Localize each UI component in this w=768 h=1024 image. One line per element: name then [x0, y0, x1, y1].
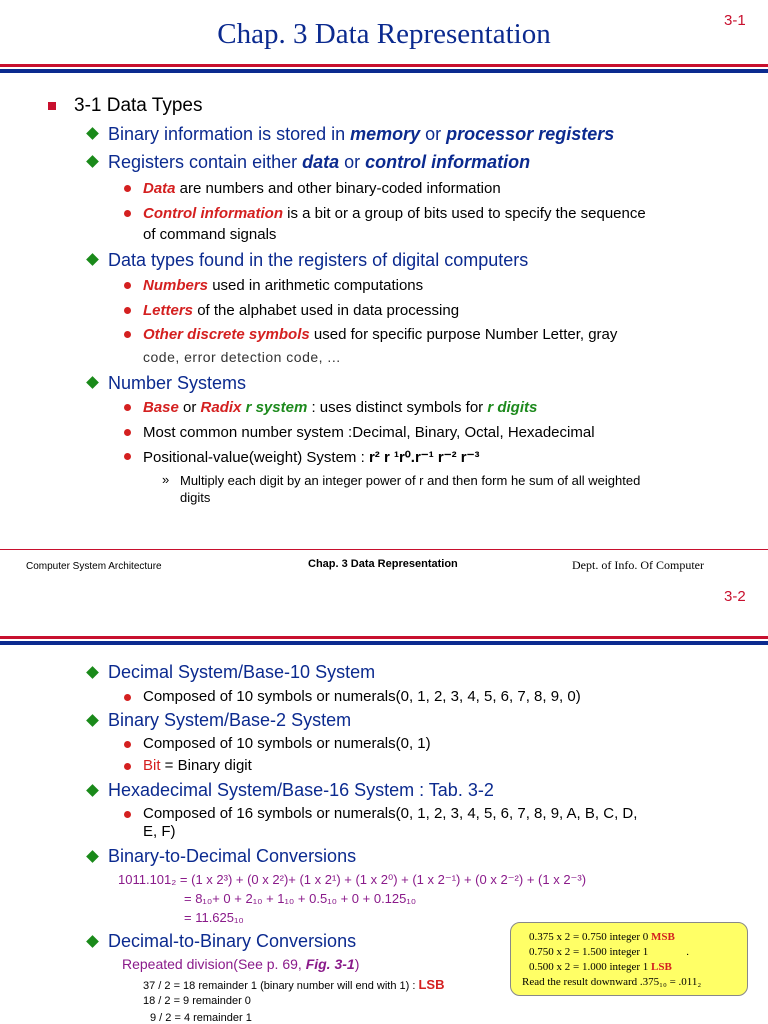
detail-multiply-cont: digits — [180, 490, 211, 505]
bullet-registers: Registers contain either data or control information — [108, 152, 531, 172]
formula-line-3: = 11.625₁₀ — [184, 910, 244, 925]
fraction-conversion-note — [510, 922, 748, 996]
slide-title: Chap. 3 Data Representation — [217, 18, 551, 50]
sub-bullet-data: Data are numbers and other binary-coded information — [143, 180, 501, 197]
sub-bullet-binary-symbols: Composed of 10 symbols or numerals(0, 1) — [143, 735, 431, 752]
sub-bullet-hex-symbols: Composed of 16 symbols or numerals(0, 1, 2, 3, 4, 5, 6, 7, 8, 9, A, B, C, D, — [143, 805, 638, 822]
title-divider-navy — [0, 641, 768, 645]
dot-bullet-icon — [124, 307, 131, 314]
bullet-decimal-system: Decimal System/Base-10 System — [108, 662, 376, 682]
bullet-hex-system: Hexadecimal System/Base-16 System : Tab. 3-2 — [108, 780, 494, 800]
note-row-2: 0.750 x 2 = 1.500 integer 1 . — [529, 946, 689, 958]
sub-bullet-positional: Positional-value(weight) System : r² r ¹r⁰.r⁻¹ r⁻² r⁻³ — [143, 449, 480, 466]
note-row-4: Read the result downward .375₁₀ = .011₂ — [522, 976, 702, 988]
diamond-bullet-icon — [86, 850, 99, 863]
dot-bullet-icon — [124, 763, 131, 770]
title-divider-red — [0, 64, 768, 67]
footer-right: Dept. of Info. Of Computer — [572, 558, 704, 572]
sub-bullet-control-cont: of command signals — [143, 226, 277, 243]
sub-bullet-decimal-symbols: Composed of 10 symbols or numerals(0, 1, 2, 3, 4, 5, 6, 7, 8, 9, 0) — [143, 688, 581, 705]
bullet-binary-to-decimal: Binary-to-Decimal Conversions — [108, 846, 357, 866]
diamond-bullet-icon — [86, 935, 99, 948]
dot-bullet-icon — [124, 429, 131, 436]
diamond-bullet-icon — [86, 714, 99, 727]
dot-bullet-icon — [124, 404, 131, 411]
sub-bullet-symbols: Other discrete symbols used for specific purpose Number Letter, gray — [143, 326, 618, 343]
arrow-bullet-icon: » — [162, 472, 170, 487]
footer-divider — [0, 549, 768, 550]
sub-bullet-control: Control information is a bit or a group of bits used to specify the sequence — [143, 205, 646, 222]
bullet-decimal-to-binary: Decimal-to-Binary Conversions — [108, 931, 357, 951]
dot-bullet-icon — [124, 453, 131, 460]
sub-bullet-symbols-cont: code, error detection code, ... — [143, 349, 341, 365]
division-step-1: 37 / 2 = 18 remainder 1 (binary number will end with 1) : LSB — [143, 977, 445, 992]
division-step-3: 9 / 2 = 4 remainder 1 — [150, 1012, 252, 1024]
square-bullet-icon — [48, 102, 56, 110]
division-step-2: 18 / 2 = 9 remainder 0 — [143, 995, 251, 1007]
diamond-bullet-icon — [86, 666, 99, 679]
diamond-bullet-icon — [86, 253, 99, 266]
formula-line-1: 1011.101₂ = (1 x 2³) + (0 x 2²)+ (1 x 2¹) + (1 x 2⁰) + (1 x 2⁻¹) + (0 x 2⁻²) + (1 x 2⁻³) — [118, 872, 587, 887]
page-number: 3-1 — [724, 12, 746, 29]
title-divider-red — [0, 636, 768, 639]
note-row-3: 0.500 x 2 = 1.000 integer 1 LSB — [529, 961, 672, 973]
dot-bullet-icon — [124, 694, 131, 701]
dot-bullet-icon — [124, 185, 131, 192]
diamond-bullet-icon — [86, 376, 99, 389]
bullet-data-types: Data types found in the registers of digital computers — [108, 250, 529, 270]
title-divider-navy — [0, 69, 768, 73]
diamond-bullet-icon — [86, 784, 99, 797]
sub-bullet-letters: Letters of the alphabet used in data processing — [143, 302, 460, 319]
bullet-number-systems: Number Systems — [108, 373, 247, 393]
section-heading: 3-1 Data Types — [74, 95, 203, 116]
sub-bullet-numbers: Numbers used in arithmetic computations — [143, 277, 424, 294]
page-number: 3-2 — [724, 588, 746, 605]
dot-bullet-icon — [124, 210, 131, 217]
sub-bullet-hex-symbols-cont: E, F) — [143, 823, 176, 840]
note-row-1: 0.375 x 2 = 0.750 integer 0 MSB — [529, 931, 675, 943]
footer-left: Computer System Architecture — [26, 561, 162, 572]
dot-bullet-icon — [124, 741, 131, 748]
bullet-binary-system: Binary System/Base-2 System — [108, 710, 352, 730]
detail-multiply: Multiply each digit by an integer power of r and then form he sum of all weighted — [180, 473, 641, 488]
formula-line-2: = 8₁₀+ 0 + 2₁₀ + 1₁₀ + 0.5₁₀ + 0 + 0.125₁₀ — [184, 891, 417, 906]
bullet-binary-info: Binary information is stored in memory or processor registers — [108, 124, 615, 144]
repeated-division-label: Repeated division(See p. 69, Fig. 3-1) — [122, 956, 360, 972]
diamond-bullet-icon — [86, 155, 99, 168]
dot-bullet-icon — [124, 282, 131, 289]
dot-bullet-icon — [124, 331, 131, 338]
footer-center: Chap. 3 Data Representation — [308, 558, 458, 570]
dot-bullet-icon — [124, 811, 131, 818]
sub-bullet-bit: Bit = Binary digit — [143, 757, 252, 774]
sub-bullet-radix: Base or Radix r system : uses distinct symbols for r digits — [143, 399, 538, 416]
sub-bullet-common: Most common number system :Decimal, Binary, Octal, Hexadecimal — [143, 424, 595, 441]
diamond-bullet-icon — [86, 127, 99, 140]
